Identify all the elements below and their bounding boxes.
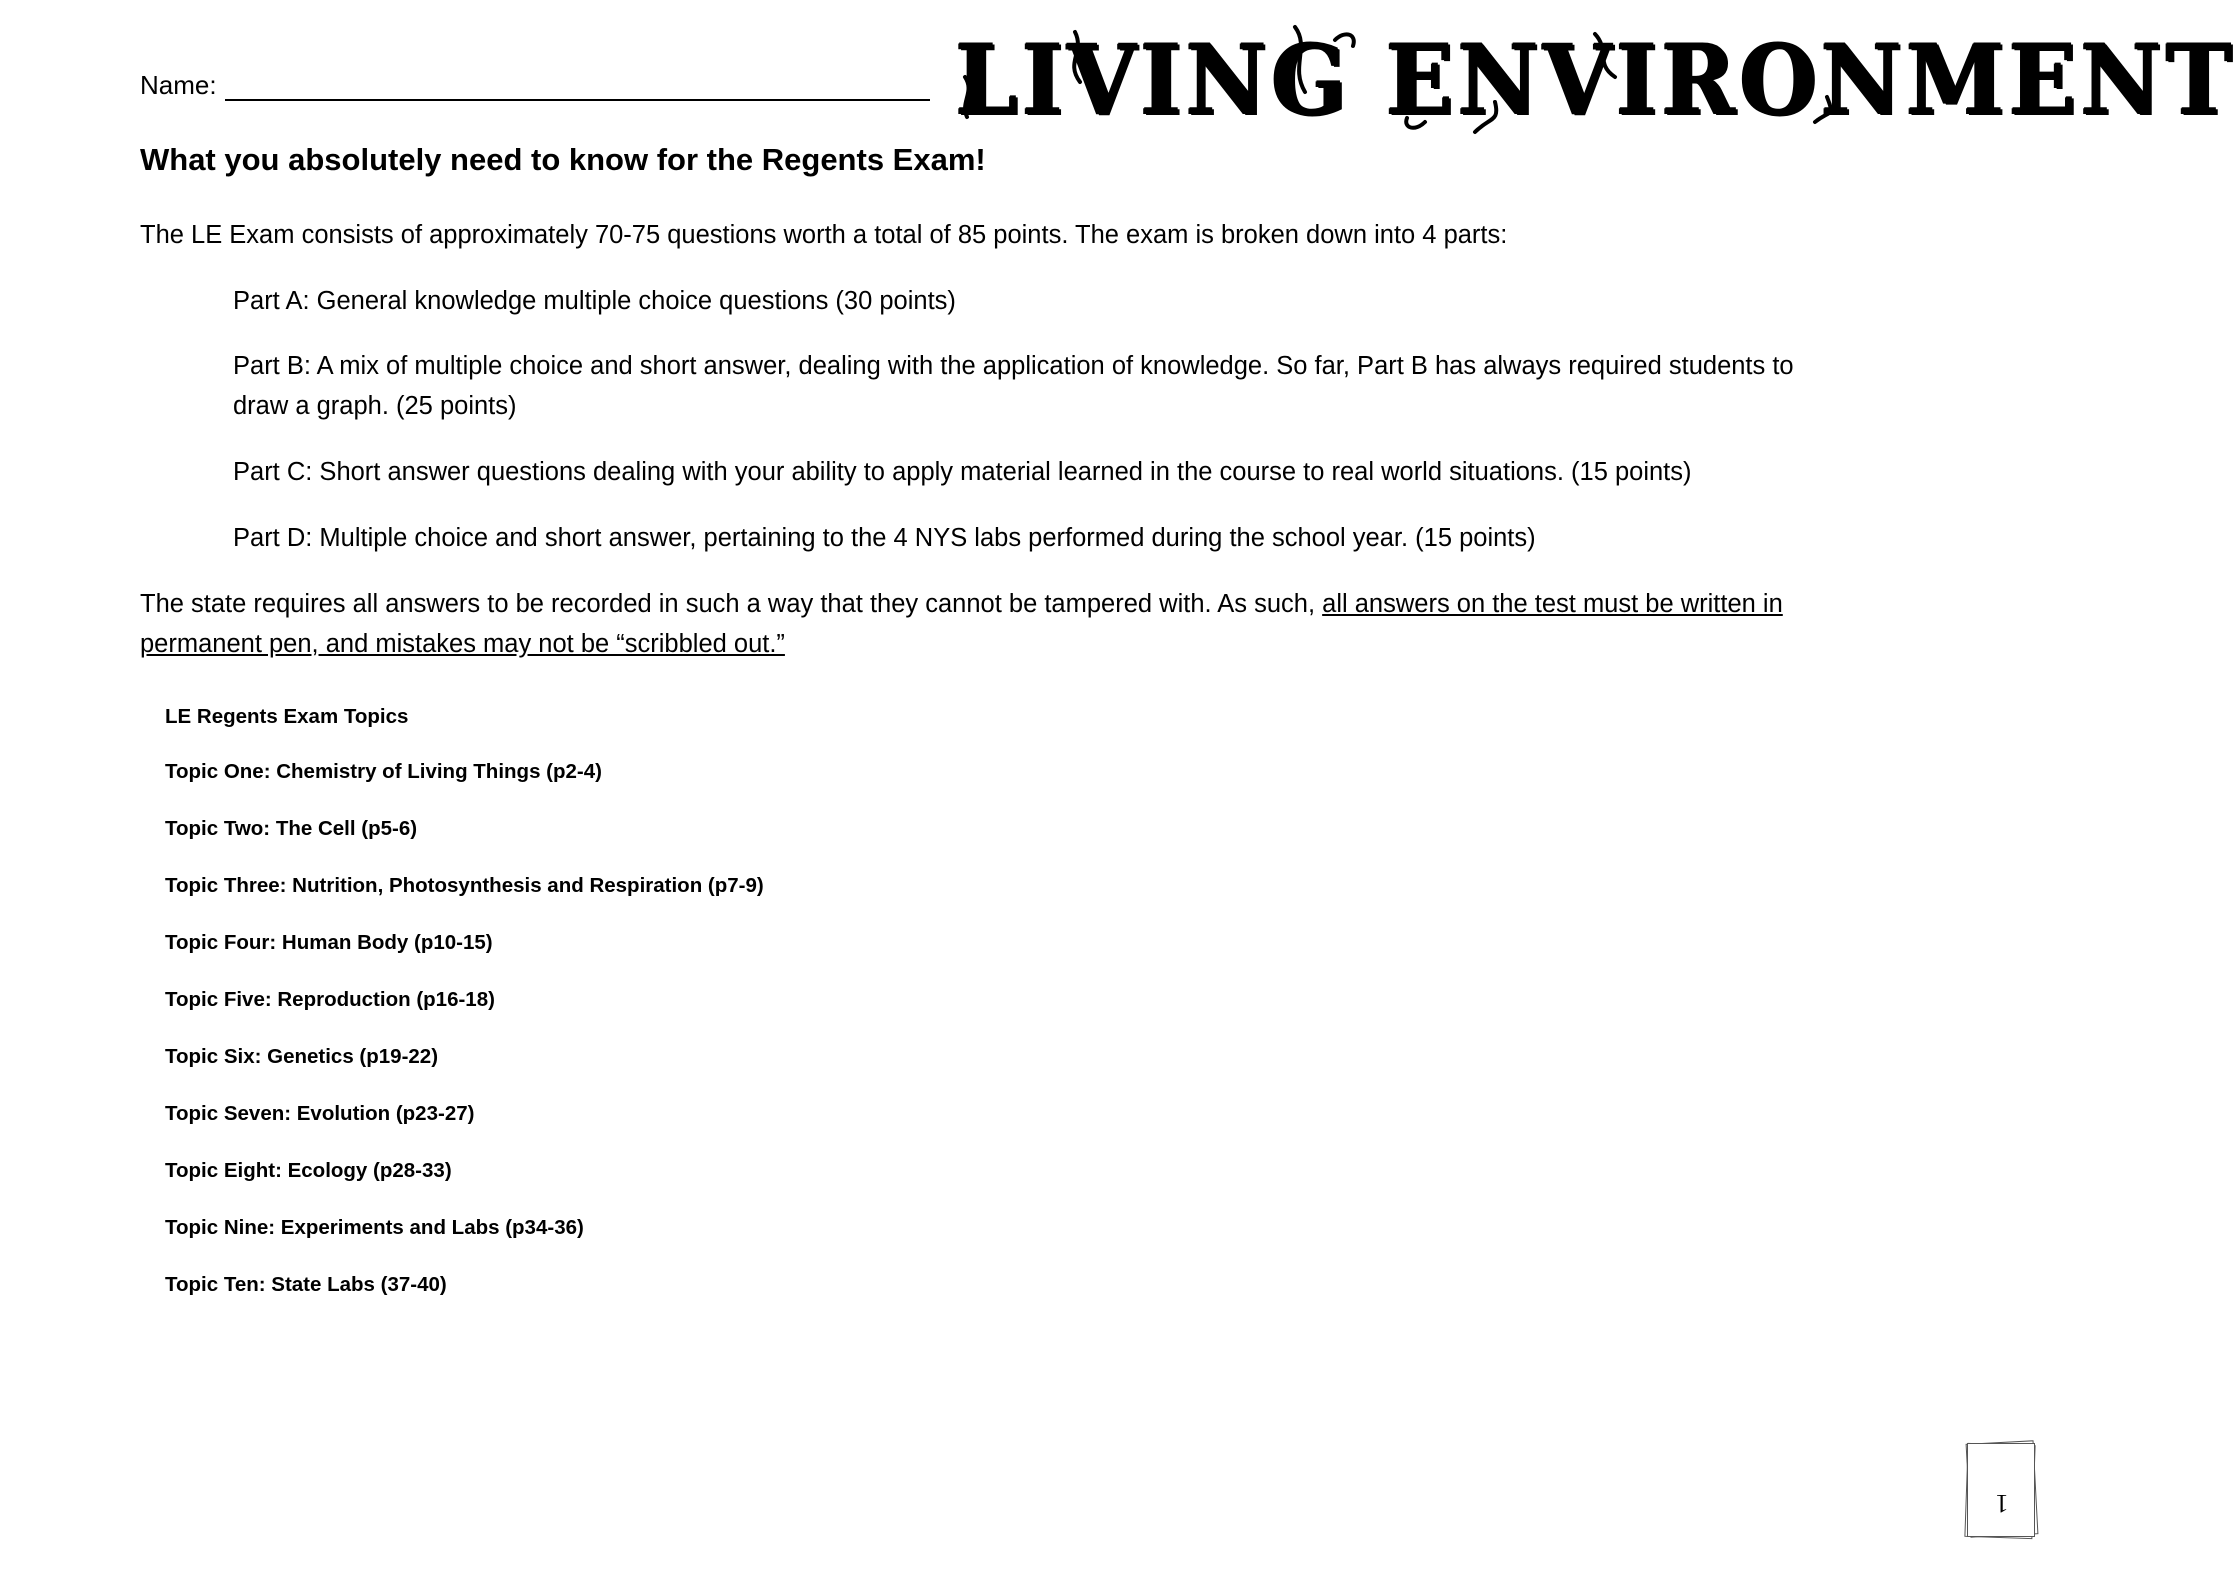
state-requirement-paragraph	[140, 584, 1840, 664]
state-requirement-text: The state requires all answers to be recorded in such a way that they cannot be tampered with. As such,	[140, 590, 1323, 618]
topics-title: LE Regents Exam Topics	[165, 705, 409, 728]
intro-paragraph: The LE Exam consists of approximately 70-75 questions worth a total of 85 points. The exam is broken down into 4 parts:	[140, 221, 1508, 249]
name-field-row	[140, 70, 930, 101]
living-environment-logo	[955, 22, 2236, 137]
topic-item: Topic Seven: Evolution (p23-27)	[165, 1102, 475, 1125]
decorative-swirls	[955, 22, 2236, 137]
topic-item: Topic Eight: Ecology (p28-33)	[165, 1159, 452, 1182]
topic-item: Topic Five: Reproduction (p16-18)	[165, 988, 495, 1011]
part-d-description: Part D: Multiple choice and short answer, pertaining to the 4 NYS labs performed during the school year. (15 points)	[233, 524, 1536, 552]
part-a-description: Part A: General knowledge multiple choice questions (30 points)	[233, 287, 956, 315]
topic-item: Topic Nine: Experiments and Labs (p34-36)	[165, 1216, 584, 1239]
page-number-badge	[1962, 1438, 2042, 1538]
logo-text: LIVING ENVIRONMENT	[955, 23, 2236, 136]
name-label: Name:	[140, 70, 217, 100]
page-number: 1	[1995, 1489, 2009, 1518]
topic-item: Topic Three: Nutrition, Photosynthesis and Respiration (p7-9)	[165, 874, 764, 897]
name-blank-line	[225, 71, 930, 101]
permanent-pen-rule: all answers on the test must be written in permanent pen, and mistakes may not be “scribbled out.”	[140, 590, 1783, 658]
topic-list	[165, 758, 764, 1328]
topic-item: Topic Six: Genetics (p19-22)	[165, 1045, 439, 1068]
topic-item: Topic Two: The Cell (p5-6)	[165, 817, 418, 840]
part-c-description: Part C: Short answer questions dealing with your ability to apply material learned in the course to real world situations. (15 points)	[233, 458, 1692, 486]
page-heading: What you absolutely need to know for the Regents Exam!	[140, 142, 986, 177]
topic-item: Topic Four: Human Body (p10-15)	[165, 931, 493, 954]
part-b-description: Part B: A mix of multiple choice and short answer, dealing with the application of knowledge. So far, Part B has always required students to draw a graph. (25 points)	[233, 352, 1794, 420]
topic-item: Topic One: Chemistry of Living Things (p2-4)	[165, 760, 602, 783]
topic-item: Topic Ten: State Labs (37-40)	[165, 1273, 447, 1296]
